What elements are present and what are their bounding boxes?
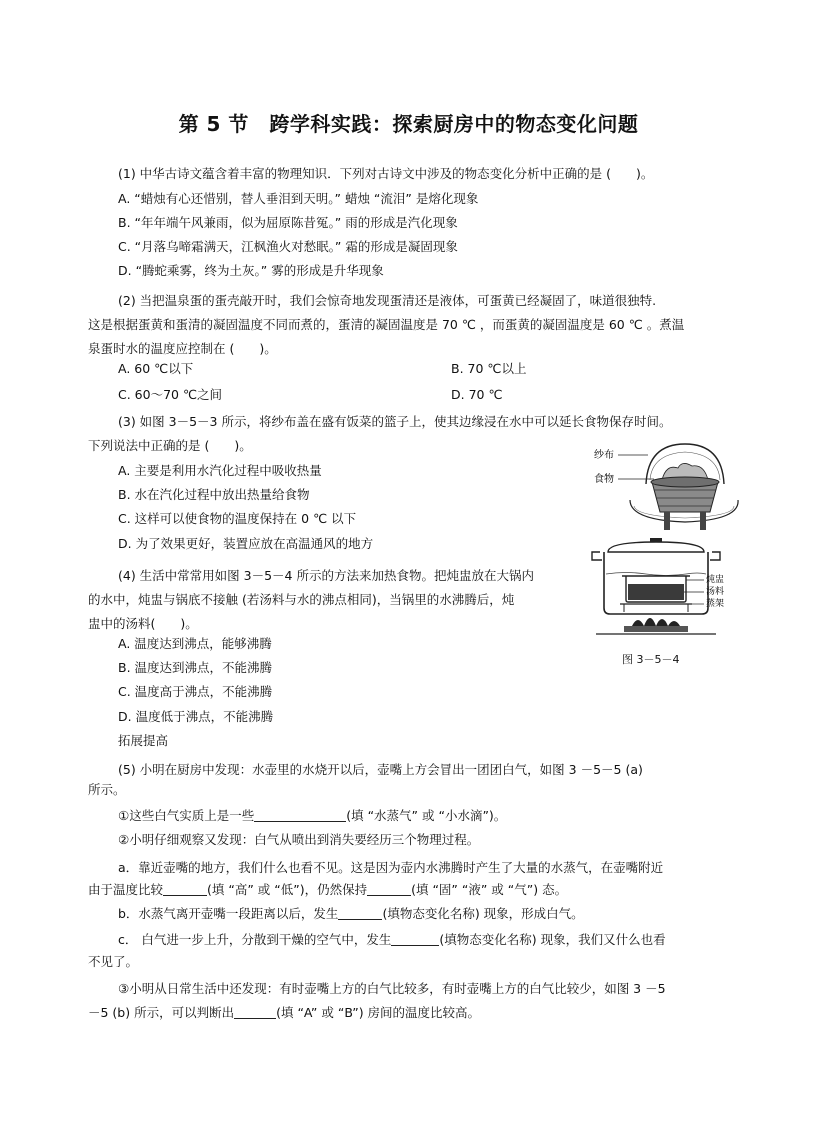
q4-line: (4) 生活中常常用如图 3－5－4 所示的方法来加热食物。把炖盅放在大锅内 [118, 568, 534, 583]
page-title: 第 5 节 跨学科实践：探索厨房中的物态变化问题 [178, 112, 639, 136]
gauze-basket-figure [590, 440, 740, 540]
section-label: 拓展提高 [118, 733, 169, 748]
answer-blank[interactable] [234, 1006, 276, 1019]
q2-option-b: B. 70 ℃以上 [451, 361, 527, 376]
q5-a-line: a．靠近壶嘴的地方，我们什么也看不见。这是因为壶内水沸腾时产生了大量的水蒸气，在壶嘴附近 [118, 860, 664, 875]
q4-line: 的水中，炖盅与锅底不接触 (若汤料与水的沸点相同)，当锅里的水沸腾后，炖 [88, 592, 515, 607]
answer-blank[interactable] [163, 883, 207, 896]
q3-line: (3) 如图 3－5－3 所示，将纱布盖在盛有饭菜的篮子上，使其边缘浸在水中可以延长食物保存时间。 [118, 414, 672, 429]
figure-label-gauze: 纱布 [594, 450, 614, 461]
q4-option-b: B. 温度达到沸点，不能沸腾 [118, 660, 273, 675]
q2-option-c: C. 60～70 ℃之间 [118, 387, 222, 402]
answer-blank[interactable] [367, 883, 411, 896]
q1-option-a: A. “蜡烛有心还惜别，替人垂泪到天明。” 蜡烛 “流泪” 是熔化现象 [118, 191, 479, 206]
figure-label-food: 食物 [594, 474, 614, 485]
figure-caption: 图 3－5－4 [622, 653, 680, 666]
q3-option-c: C. 这样可以使食物的温度保持在 0 ℃ 以下 [118, 511, 357, 526]
answer-blank[interactable] [391, 933, 439, 946]
q5-b-line: b．水蒸气离开壶嘴一段距离以后，发生 (填物态变化名称) 现象，形成白气。 [118, 906, 584, 921]
q3-option-a: A. 主要是利用水汽化过程中吸收热量 [118, 463, 322, 478]
q5-c-line: 不见了。 [88, 954, 139, 969]
q4-option-d: D. 温度低于沸点，不能沸腾 [118, 709, 274, 724]
q5-sub2: ②小明仔细观察又发现：白气从喷出到消失要经历三个物理过程。 [118, 832, 480, 847]
q4-option-a: A. 温度达到沸点，能够沸腾 [118, 636, 272, 651]
answer-blank[interactable] [254, 809, 346, 822]
q2-line: (2) 当把温泉蛋的蛋壳敲开时，我们会惊奇地发现蛋清还是液体，可蛋黄已经凝固了，味道很独特. [118, 293, 657, 308]
q2-line: 这是根据蛋黄和蛋清的凝固温度不同而煮的，蛋清的凝固温度是 70 ℃ ，而蛋黄的凝固温度是 60 ℃ 。煮温 [88, 317, 685, 332]
q4-line: 盅中的汤料( )。 [88, 616, 198, 631]
figure-label-steam-rack: 蒸架 [706, 599, 725, 609]
figure-label-soup: 汤料 [706, 587, 725, 597]
double-boiler-figure [586, 538, 736, 643]
figure-label-stew-cup: 炖盅 [706, 575, 725, 585]
q1-option-b: B. “年年端午风兼雨，似为屈原陈昔冤。” 雨的形成是汽化现象 [118, 215, 458, 230]
q1-option-c: C. “月落乌啼霜满天，江枫渔火对愁眠。” 霜的形成是凝固现象 [118, 239, 458, 254]
q3-option-d: D. 为了效果更好，装置应放在高温通风的地方 [118, 536, 374, 551]
q5-intro: 所示。 [88, 782, 126, 797]
q5-intro: (5) 小明在厨房中发现：水壶里的水烧开以后，壶嘴上方会冒出一团团白气，如图 3 －5－5 (a) [118, 762, 643, 777]
q4-option-c: C. 温度高于沸点，不能沸腾 [118, 684, 273, 699]
q5-sub3: －5 (b) 所示，可以判断出 (填 “A” 或 “B”) 房间的温度比较高。 [88, 1005, 481, 1020]
q3-option-b: B. 水在汽化过程中放出热量给食物 [118, 487, 310, 502]
q5-a-line: 由于温度比较 (填 “高” 或 “低”)，仍然保持 (填 “固” “液” 或 “气”) 态。 [88, 882, 568, 897]
q1-stem: (1) 中华古诗文蕴含着丰富的物理知识．下列对古诗文中涉及的物态变化分析中正确的是 ( )。 [118, 166, 654, 181]
q2-option-d: D. 70 ℃ [451, 387, 503, 402]
q3-line: 下列说法中正确的是 ( )。 [88, 438, 252, 453]
q1-option-d: D. “腾蛇乘雾，终为土灰。” 雾的形成是升华现象 [118, 263, 384, 278]
answer-blank[interactable] [338, 907, 382, 920]
q5-sub3: ③小明从日常生活中还发现：有时壶嘴上方的白气比较多，有时壶嘴上方的白气比较少，如图 3 －5 [118, 981, 666, 996]
q2-option-a: A. 60 ℃以下 [118, 361, 194, 376]
q2-line: 泉蛋时水的温度应控制在 ( )。 [88, 341, 277, 356]
q5-c-line: c． 白气进一步上升，分散到干燥的空气中，发生 (填物态变化名称) 现象，我们又什么也看 [118, 932, 666, 947]
q5-sub1: ①这些白气实质上是一些 (填 “水蒸气” 或 “小水滴”)。 [118, 808, 507, 823]
